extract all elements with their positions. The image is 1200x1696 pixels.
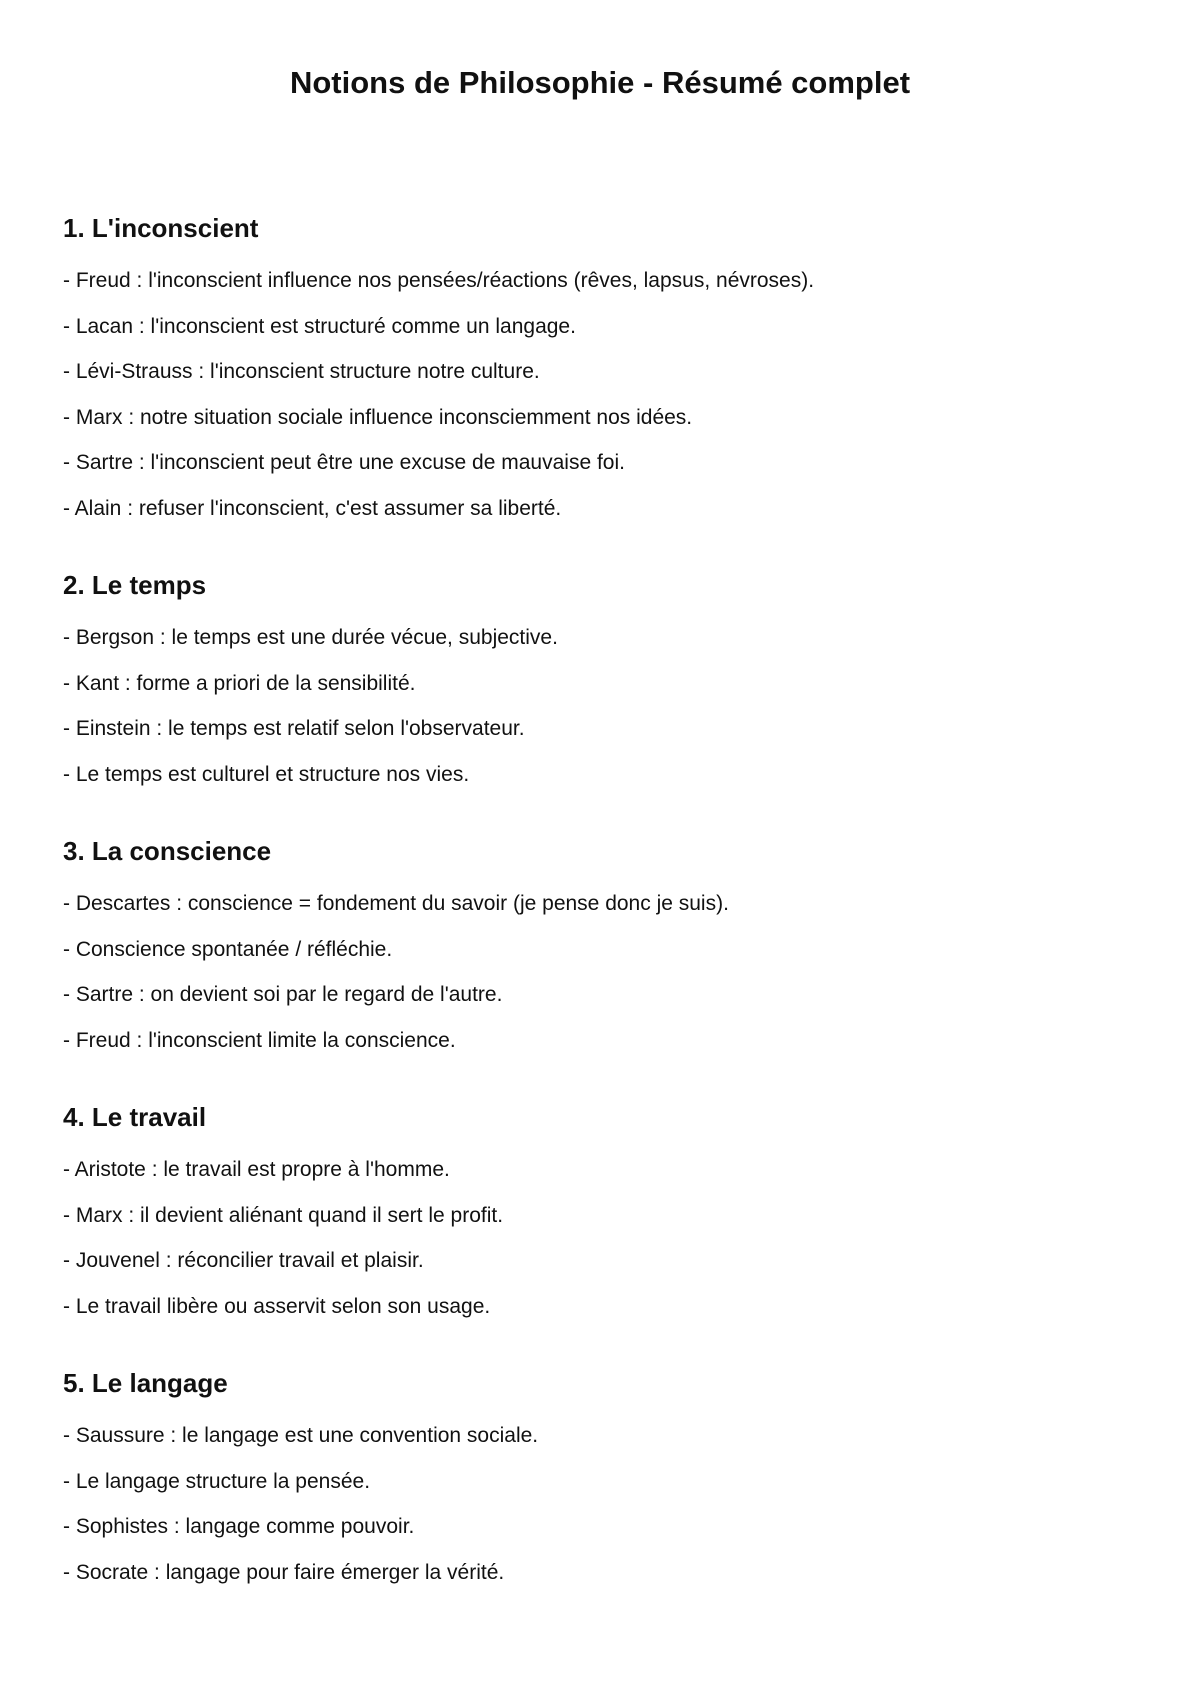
list-item: - Saussure : le langage est une convention sociale. bbox=[63, 1424, 539, 1447]
list-item: - Sartre : l'inconscient peut être une excuse de mauvaise foi. bbox=[63, 451, 625, 474]
list-item: - Lacan : l'inconscient est structuré comme un langage. bbox=[63, 314, 576, 338]
list-item: - Sophistes : langage comme pouvoir. bbox=[63, 1515, 415, 1538]
list-item: - Marx : il devient aliénant quand il sert le profit. bbox=[63, 1203, 504, 1227]
list-item: - Freud : l'inconscient influence nos pensées/réactions (rêves, lapsus, névroses). bbox=[63, 269, 815, 292]
section-list bbox=[63, 1413, 1143, 1595]
list-item: - Descartes : conscience = fondement du savoir (je pense donc je suis). bbox=[63, 892, 729, 915]
list-item: - Jouvenel : réconcilier travail et plaisir. bbox=[63, 1249, 424, 1272]
section-heading: 3. La conscience bbox=[63, 836, 272, 866]
section-3 bbox=[63, 831, 1143, 1063]
list-item: - Le temps est culturel et structure nos vies. bbox=[63, 762, 470, 786]
list-item: - Lévi-Strauss : l'inconscient structure notre culture. bbox=[63, 360, 540, 383]
list-item: - Le travail libère ou asservit selon son usage. bbox=[63, 1294, 491, 1318]
section-list bbox=[63, 258, 1143, 531]
list-item: - Sartre : on devient soi par le regard de l'autre. bbox=[63, 983, 503, 1006]
sections-container bbox=[63, 208, 1143, 1629]
section-1 bbox=[63, 208, 1143, 531]
section-heading: 1. L'inconscient bbox=[63, 213, 259, 243]
list-item: - Aristote : le travail est propre à l'homme. bbox=[63, 1158, 450, 1181]
list-item: - Socrate : langage pour faire émerger la vérité. bbox=[63, 1560, 505, 1584]
list-item: - Le langage structure la pensée. bbox=[63, 1469, 371, 1493]
section-heading: 4. Le travail bbox=[63, 1102, 207, 1132]
section-5 bbox=[63, 1363, 1143, 1595]
list-item: - Einstein : le temps est relatif selon l'observateur. bbox=[63, 717, 525, 740]
list-item: - Bergson : le temps est une durée vécue, subjective. bbox=[63, 626, 558, 649]
section-list bbox=[63, 881, 1143, 1063]
list-item: - Marx : notre situation sociale influence inconsciemment nos idées. bbox=[63, 405, 693, 429]
section-heading: 5. Le langage bbox=[63, 1368, 228, 1398]
section-2 bbox=[63, 565, 1143, 797]
section-list bbox=[63, 1147, 1143, 1329]
section-heading: 2. Le temps bbox=[63, 570, 207, 600]
document-title: Notions de Philosophie - Résumé complet bbox=[289, 65, 911, 100]
section-list bbox=[63, 615, 1143, 797]
section-4 bbox=[63, 1097, 1143, 1329]
list-item: - Conscience spontanée / réfléchie. bbox=[63, 937, 393, 961]
list-item: - Kant : forme a priori de la sensibilité. bbox=[63, 671, 416, 695]
list-item: - Freud : l'inconscient limite la conscience. bbox=[63, 1028, 456, 1052]
list-item: - Alain : refuser l'inconscient, c'est assumer sa liberté. bbox=[63, 496, 562, 520]
